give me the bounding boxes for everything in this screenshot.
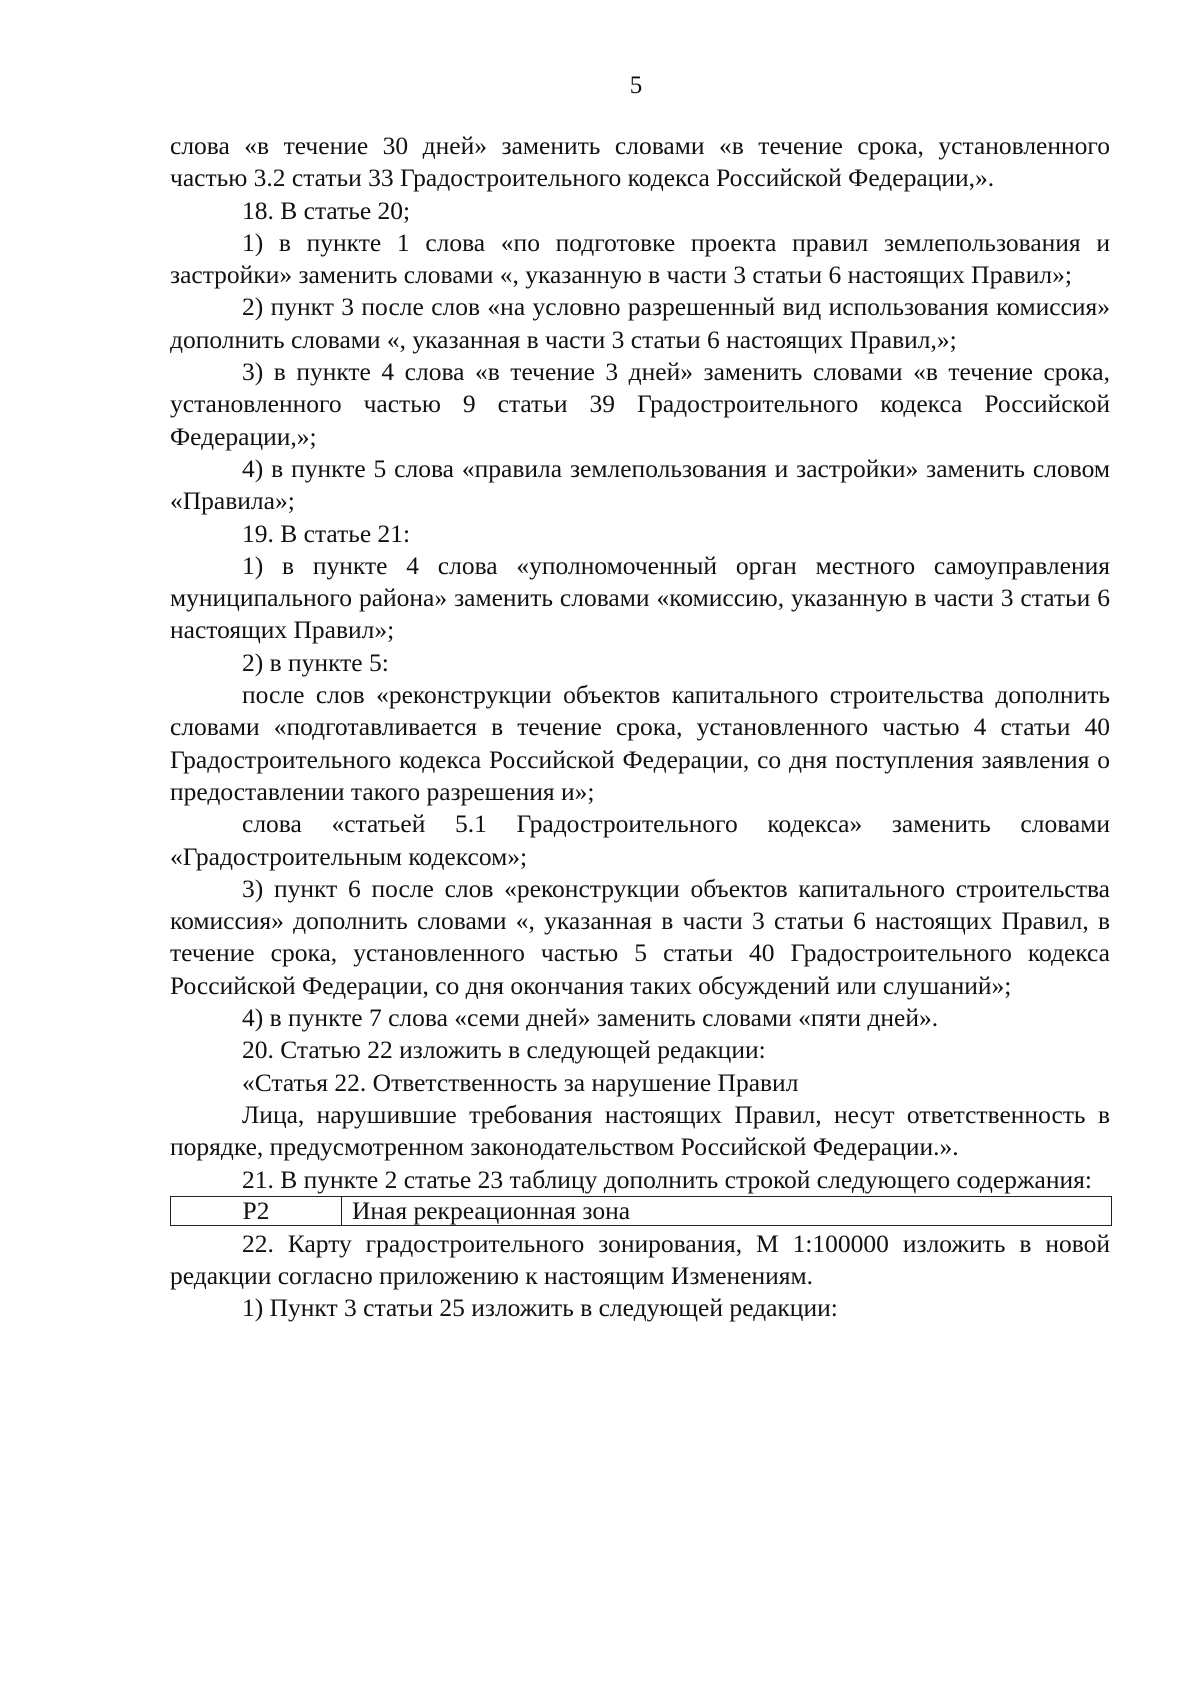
paragraph: 2) пункт 3 после слов «на условно разрешенный вид использования комиссия» дополнить словами «, указанная в части 3 статьи 6 настоящих Правил,»; bbox=[170, 292, 1110, 354]
paragraph: 4) в пункте 5 слова «правила землепользования и застройки» заменить словом «Правила»; bbox=[170, 453, 1110, 516]
paragraph: 4) в пункте 7 слова «семи дней» заменить словами «пяти дней». bbox=[242, 1003, 939, 1033]
paragraph: 22. Карту градостроительного зонирования, М 1:100000 изложить в новой редакции согласно приложению к настоящим Изменениям. bbox=[170, 1228, 1110, 1291]
paragraph: 19. В статье 21: bbox=[242, 518, 411, 548]
zone-code-cell: Р2 bbox=[171, 1196, 342, 1225]
paragraph: после слов «реконструкции объектов капитального строительства дополнить словами «подготавливается в течение срока, установленного частью 4 статьи 40 Градостроительного кодекса Российской Федерации, со дня поступления заявления о предоставлении такого разрешения и»; bbox=[170, 680, 1110, 806]
paragraph: слова «в течение 30 дней» заменить словами «в течение срока, установленного частью 3.2 статьи 33 Градостроительного кодекса Российской Федерации,». bbox=[170, 131, 1110, 193]
paragraph: Лица, нарушившие требования настоящих Правил, несут ответственность в порядке, предусмотренном законодательством Российской Федерации.». bbox=[170, 1099, 1110, 1162]
paragraph: 20. Статью 22 изложить в следующей редакции: bbox=[242, 1035, 766, 1065]
paragraph: 18. В статье 20; bbox=[242, 195, 411, 225]
zone-name-cell: Иная рекреационная зона bbox=[342, 1196, 1112, 1225]
table-row bbox=[171, 1196, 1112, 1225]
paragraph: слова «статьей 5.1 Градостроительного кодекса» заменить словами «Градостроительным кодексом»; bbox=[170, 809, 1110, 871]
paragraph: 3) пункт 6 после слов «реконструкции объектов капитального строительства комиссия» дополнить словами «, указанная в части 3 статьи 6 настоящих Правил, в течение срока, установленного частью 5 статьи 40 Градостроительного кодекса Российской Федерации, со дня окончания таких обсуждений или слушаний»; bbox=[170, 873, 1110, 1000]
document-body bbox=[170, 130, 1110, 1325]
paragraph: 21. В пункте 2 статье 23 таблицу дополнить строкой следующего содержания: bbox=[242, 1164, 1092, 1194]
article-heading: «Статья 22. Ответственность за нарушение Правил bbox=[242, 1067, 799, 1097]
paragraph: 2) в пункте 5: bbox=[242, 647, 389, 677]
paragraph: 1) Пункт 3 статьи 25 изложить в следующей редакции: bbox=[242, 1293, 838, 1323]
page-number: 5 bbox=[629, 72, 643, 99]
paragraph: 1) в пункте 4 слова «уполномоченный орган местного самоуправления муниципального района» заменить словами «комиссию, указанную в части 3 статьи 6 настоящих Правил»; bbox=[170, 550, 1110, 645]
paragraph: 1) в пункте 1 слова «по подготовке проекта правил землепользования и застройки» заменить словами «, указанную в части 3 статьи 6 настоящих Правил»; bbox=[170, 227, 1110, 290]
paragraph: 3) в пункте 4 слова «в течение 3 дней» заменить словами «в течение срока, установленного частью 9 статьи 39 Градостроительного кодекса Российской Федерации,»; bbox=[170, 357, 1110, 451]
zone-table bbox=[170, 1196, 1112, 1226]
